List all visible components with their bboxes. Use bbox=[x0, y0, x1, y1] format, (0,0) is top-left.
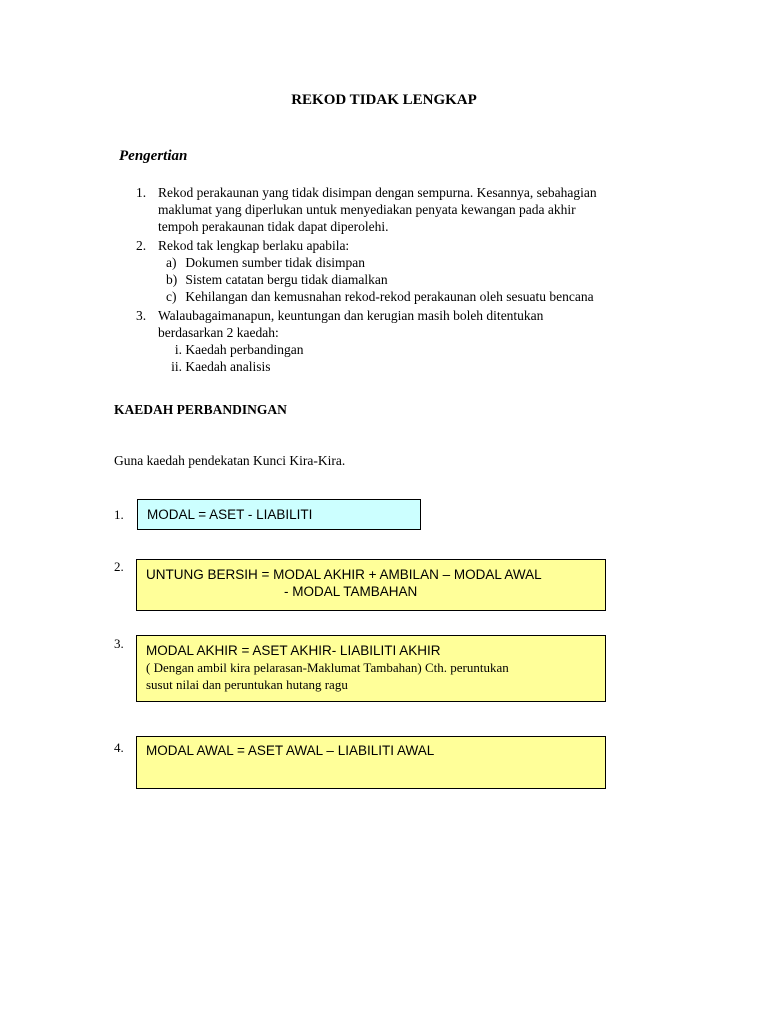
list-line: Rekod perakaunan yang tidak disimpan dengan sempurna. Kesannya, sebahagian bbox=[158, 185, 597, 200]
formula-line: UNTUNG BERSIH = MODAL AKHIR + AMBILAN – MODAL AWAL bbox=[146, 567, 542, 582]
sub-list-item: a) Dokumen sumber tidak disimpan bbox=[166, 255, 365, 270]
sub-list bbox=[166, 254, 594, 305]
section-heading: KAEDAH PERBANDINGAN bbox=[114, 402, 287, 417]
formula-box-modal-awal bbox=[136, 736, 606, 789]
list-line: tempoh perakaunan tidak dapat diperolehi. bbox=[158, 219, 389, 234]
list-number: 3. bbox=[136, 308, 147, 323]
page-title: REKOD TIDAK LENGKAP bbox=[291, 92, 477, 108]
intro-text: Guna kaedah pendekatan Kunci Kira-Kira. bbox=[114, 453, 346, 468]
formula-number: 3. bbox=[114, 636, 124, 651]
formula-number: 2. bbox=[114, 559, 124, 574]
list-item-1 bbox=[158, 184, 597, 235]
list-line: berdasarkan 2 kaedah: bbox=[158, 325, 279, 340]
formula-number: 1. bbox=[114, 507, 124, 522]
sub-list-item: ii. Kaedah analisis bbox=[171, 359, 271, 374]
list-item-3 bbox=[158, 307, 543, 341]
list-line: Rekod tak lengkap berlaku apabila: bbox=[158, 238, 350, 253]
sub-list-item: b) Sistem catatan bergu tidak diamalkan bbox=[166, 272, 388, 287]
sub-list-item: c) Kehilangan dan kemusnahan rekod-rekod perakaunan oleh sesuatu bencana bbox=[166, 289, 594, 304]
sub-list bbox=[160, 341, 303, 375]
formula-line: MODAL = ASET - LIABILITI bbox=[147, 507, 313, 522]
formula-box-modal bbox=[137, 499, 421, 530]
pengertian-heading: Pengertian bbox=[119, 148, 188, 164]
formula-line: susut nilai dan peruntukan hutang ragu bbox=[146, 677, 348, 692]
list-item-2 bbox=[158, 237, 349, 254]
list-number: 2. bbox=[136, 238, 147, 253]
formula-line: - MODAL TAMBAHAN bbox=[284, 584, 418, 599]
list-line: maklumat yang diperlukan untuk menyediakan penyata kewangan pada akhir bbox=[158, 202, 576, 217]
list-number: 1. bbox=[136, 185, 147, 200]
list-line: Walaubagaimanapun, keuntungan dan kerugian masih boleh ditentukan bbox=[158, 308, 544, 323]
formula-line: ( Dengan ambil kira pelarasan-Maklumat Tambahan) Cth. peruntukan bbox=[146, 660, 509, 675]
formula-line: MODAL AWAL = ASET AWAL – LIABILITI AWAL bbox=[146, 743, 435, 758]
formula-box-modal-akhir bbox=[136, 635, 606, 702]
formula-box-untung-bersih bbox=[136, 559, 606, 611]
sub-list-item: i. Kaedah perbandingan bbox=[174, 342, 304, 357]
formula-line: MODAL AKHIR = ASET AKHIR- LIABILITI AKHIR bbox=[146, 643, 441, 658]
formula-number: 4. bbox=[114, 740, 124, 755]
